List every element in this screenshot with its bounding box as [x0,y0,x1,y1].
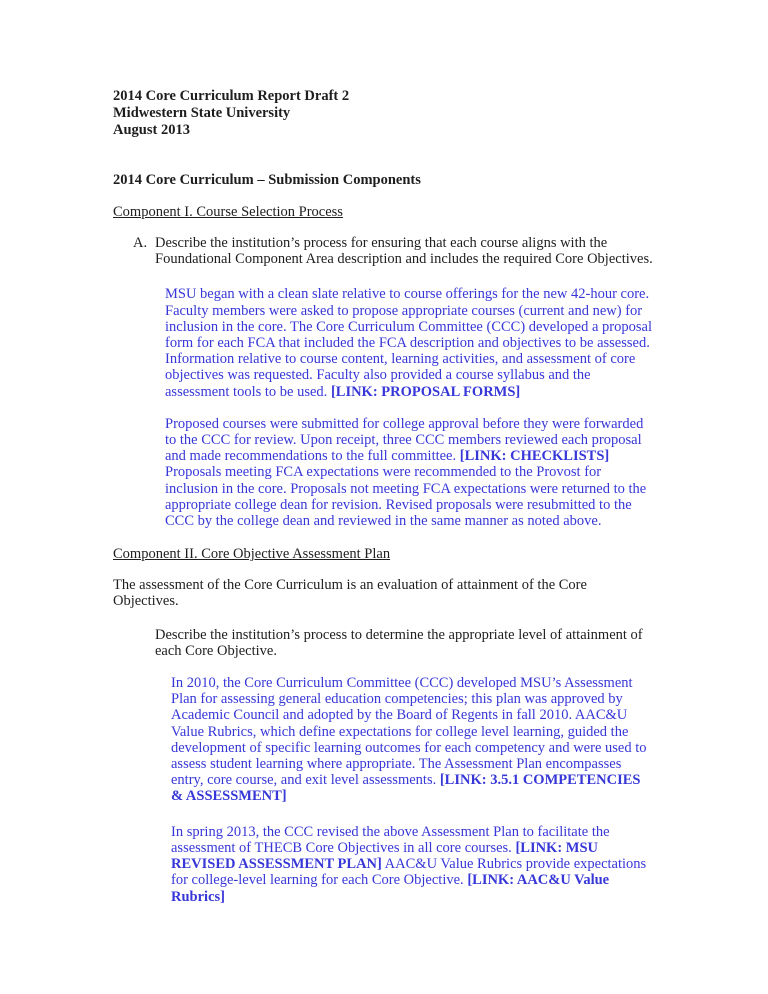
proposal-forms-link-placeholder: [LINK: PROPOSAL FORMS] [330,383,521,400]
assessment-prompt: Describe the institution’s process to determine the appropriate level of attainment of each Core Objective. [155,626,643,659]
aacu-value-rubrics-link-placeholder: [LINK: AAC&U Value Rubrics] [171,872,610,905]
course-review-paragraph [165,416,654,529]
revised-plan-paragraph [171,824,654,905]
institution-name: Midwestern State University [113,105,291,121]
paragraph-text: Proposals meeting FCA expectations were recommended to the Provost for inclusion in the core. Proposals not meeting FCA expectations were returned to the appropriate college dean for revision. Revised proposals were resubmitted to the CCC by the college dean and reviewed in the same manner as noted above. [165,464,647,530]
submission-components-title: 2014 Core Curriculum – Submission Components [113,172,421,188]
component-1-heading: Component I. Course Selection Process [113,204,343,220]
paragraph-text: AAC&U Value Rubrics provide expectations for college-level learning for each Core Objective. [171,856,647,889]
item-a-marker: A. [133,235,148,251]
course-proposal-paragraph [165,286,654,399]
paragraph-text: Proposed courses were submitted for college approval before they were forwarded to the CCC for review. Upon receipt, three CCC members reviewed each proposal and made recommendations to the full committee. [165,415,644,465]
component-2-heading: Component II. Core Objective Assessment Plan [113,546,391,563]
checklists-link-placeholder: [LINK: CHECKLISTS] [459,448,610,465]
report-date: August 2013 [113,122,190,138]
msu-revised-plan-link-placeholder: [LINK: MSU REVISED ASSESSMENT PLAN] [171,839,599,873]
assessment-plan-paragraph [171,675,654,805]
paragraph-text: In 2010, the Core Curriculum Committee (CCC) developed MSU’s Assessment Plan for assessing general education competencies; this plan was approved by Academic Council and adopted by the Board of Regents in fall 2010. AAC&U Value Rubrics, which define expectations for college level learning, guided the development of specific learning outcomes for each competency and were used to assess student learning where appropriate. The Assessment Plan encompasses entry, core course, and exit level assessments. [171,675,647,789]
report-header [113,88,654,139]
assessment-intro: The assessment of the Core Curriculum is an evaluation of attainment of the Core Objectives. [113,577,587,610]
component-1-section [113,204,654,529]
component-2-section [113,546,654,904]
item-a [113,235,654,267]
competencies-assessment-link-placeholder: [LINK: 3.5.1 COMPETENCIES & ASSESSMENT] [171,772,641,805]
report-title: 2014 Core Curriculum Report Draft 2 [113,88,350,104]
paragraph-text: In spring 2013, the CCC revised the above Assessment Plan to facilitate the assessment of THECB Core Objectives in all core courses. [171,823,610,856]
paragraph-text: MSU began with a clean slate relative to course offerings for the new 42-hour core. Faculty members were asked to propose appropriate courses (current and new) for inclusion in the core. The Core Curriculum Committee (CCC) developed a proposal form for each FCA that included the FCA description and objectives to be assessed. Information relative to course content, learning activities, and assessment of core objectives was requested. Faculty also provided a course syllabus and the assessment tools to be used. [165,286,652,400]
item-a-text: Describe the institution’s process for ensuring that each course aligns with the Foundational Component Area description and includes the required Core Objectives. [155,235,653,268]
